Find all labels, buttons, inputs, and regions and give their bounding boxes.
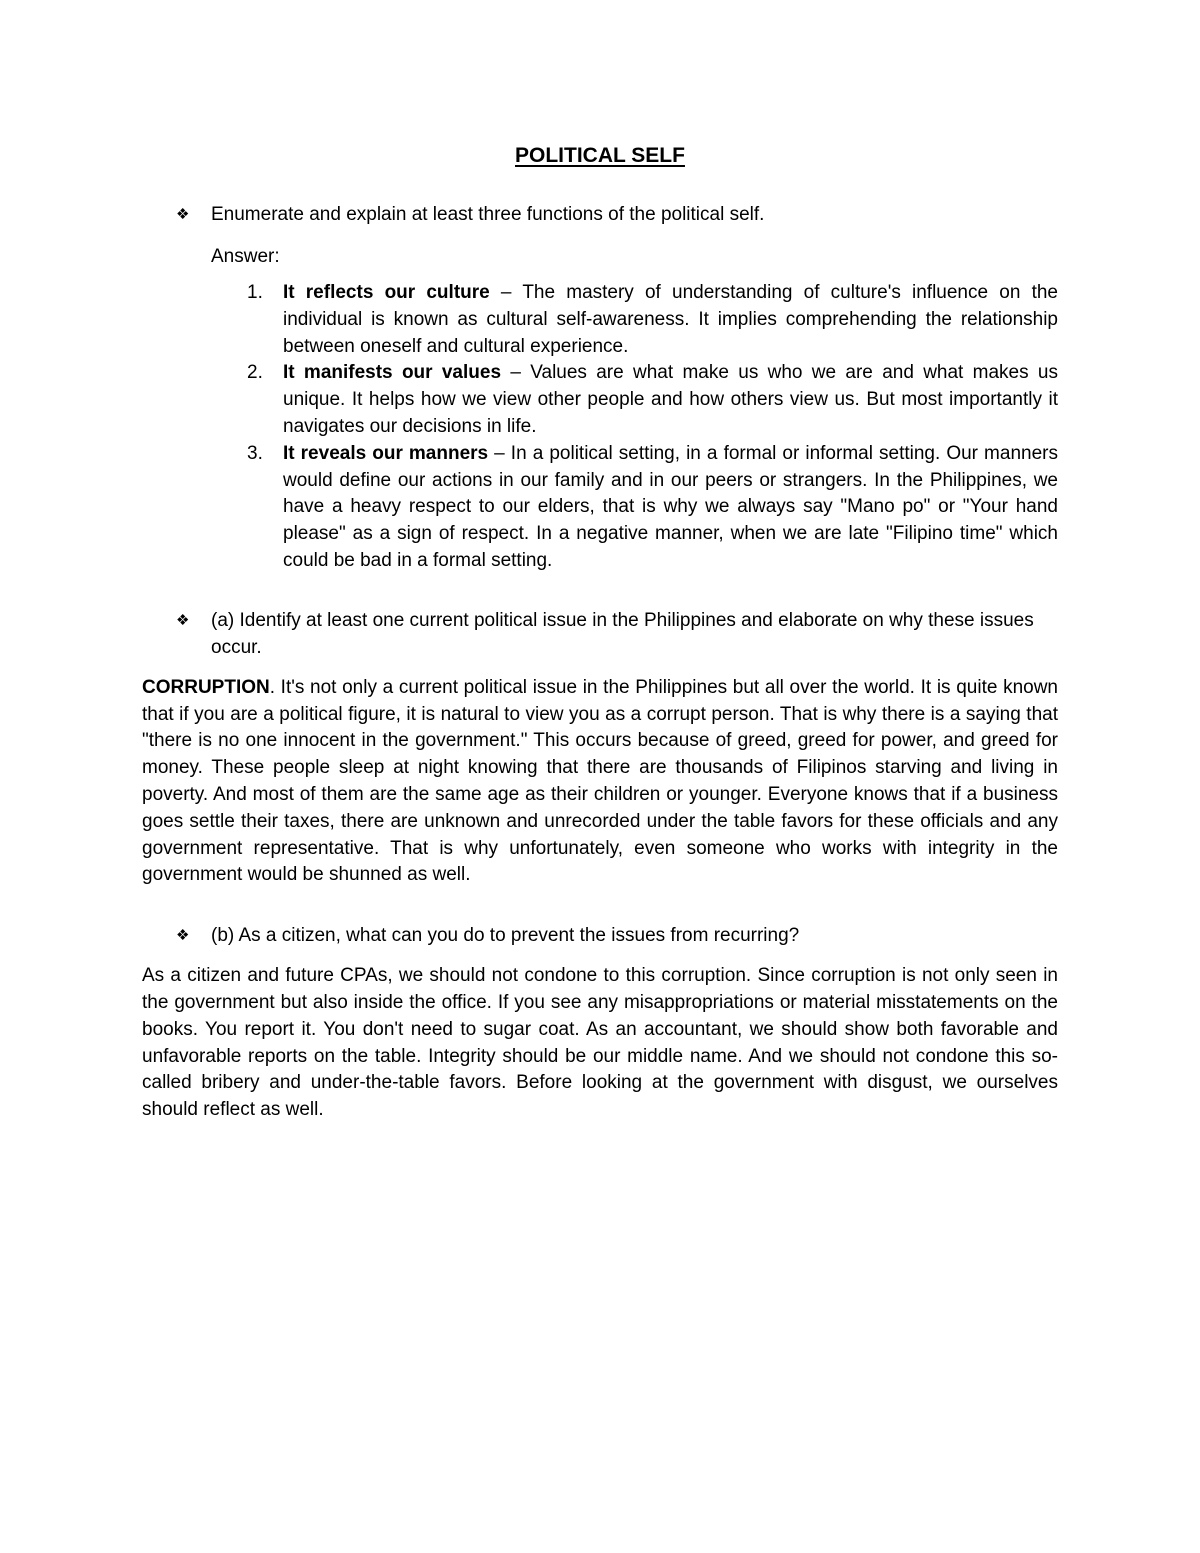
answer-2a-text: . It's not only a current political issue in the Philippines but all over the world. It is quite known that if you are a political figure, it is natural to view you as a corrupt person. That is why there is a saying that "there is no one innocent in the government." This occurs because of greed, greed for power, and greed for money. These people sleep at night knowing that there are thousands of Filipinos starving and living in poverty. And most of them are the same age as their children or younger. Everyone knows that if a business goes settle their taxes, there are unknown and unrecorded under the table favors for these officials and any government representative. That is why unfortunately, even someone who works with integrity in the government would be shunned as well. xyxy=(142,676,1058,886)
list-item-heading: It manifests our values xyxy=(283,362,502,384)
diamond-bullet-icon: ❖ xyxy=(176,206,190,223)
list-item-number: 2. xyxy=(247,362,263,384)
question-2b-text: (b) As a citizen, what can you do to prevent the issues from recurring? xyxy=(211,925,800,947)
question-1-text: Enumerate and explain at least three functions of the political self. xyxy=(211,204,765,225)
list-item-text: – In a political setting, in a formal or informal setting. Our manners would define our actions in our family and in our peers or strangers. In the Philippines, we have a heavy respect to our elders, that is why we always say "Mano po" or "Your hand please" as a sign of respect. In a negative manner, when we are late "Filipino time" which could be bad in a formal setting. xyxy=(283,442,1058,571)
answer-2a xyxy=(142,675,1058,889)
answer-label: Answer: xyxy=(211,246,280,267)
list-item-text: – The mastery of understanding of culture's influence on the individual is known as cultural self-awareness. It implies comprehending the relationship between oneself and cultural experience. xyxy=(283,282,1058,357)
list-item-number: 3. xyxy=(247,442,263,464)
question-1 xyxy=(142,201,1058,228)
answer-2b: As a citizen and future CPAs, we should not condone to this corruption. Since corruption is not only seen in the government but also inside the office. If you see any misappropriations or material misstatements on the books. You report it. You don't need to sugar coat. As an accountant, we should show both favorable and unfavorable reports on the table. Integrity should be our middle name. And we should not condone this so-called bribery and under-the-table favors. Before looking at the government with disgust, we ourselves should reflect as well. xyxy=(142,965,1058,1121)
answer-2a-heading: CORRUPTION xyxy=(142,676,270,698)
list-item xyxy=(247,280,1058,360)
document-title: POLITICAL SELF xyxy=(515,144,685,167)
list-item-heading: It reflects our culture xyxy=(283,282,490,303)
list-item-number: 1. xyxy=(247,282,263,303)
list-item xyxy=(247,360,1059,440)
question-2b xyxy=(142,922,1058,949)
list-item-heading: It reveals our manners xyxy=(283,442,489,464)
question-2a-text: (a) Identify at least one current political issue in the Philippines and elaborate on why these issues occur. xyxy=(211,609,1034,658)
list-item-text: – Values are what make us who we are and what makes us unique. It helps how we view other people and how others view us. But most importantly it navigates our decisions in life. xyxy=(283,362,1059,437)
diamond-bullet-icon: ❖ xyxy=(176,611,190,629)
list-item xyxy=(247,441,1058,575)
diamond-bullet-icon: ❖ xyxy=(176,927,190,945)
functions-list xyxy=(142,280,1058,575)
question-2a xyxy=(142,607,1058,661)
